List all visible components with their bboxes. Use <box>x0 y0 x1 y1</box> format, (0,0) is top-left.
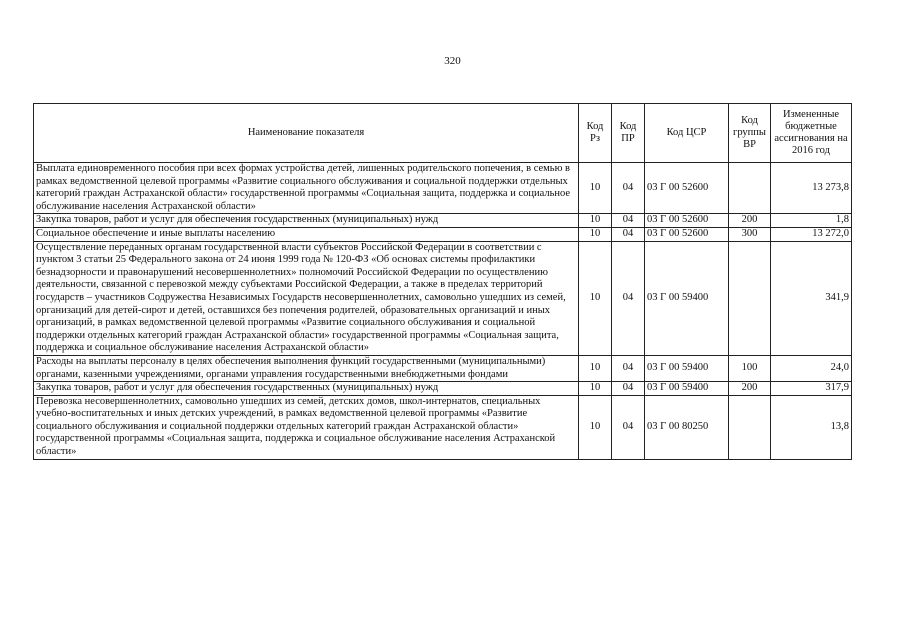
row-vr <box>729 163 771 214</box>
row-csr: 03 Г 00 80250 <box>645 395 729 459</box>
row-rz: 10 <box>579 382 612 396</box>
row-rz: 10 <box>579 163 612 214</box>
row-vr <box>729 395 771 459</box>
table-row <box>34 395 852 459</box>
row-amount: 317,9 <box>771 382 852 396</box>
row-csr: 03 Г 00 59400 <box>645 382 729 396</box>
row-pr: 04 <box>612 214 645 228</box>
row-rz: 10 <box>579 355 612 381</box>
row-name: Выплата единовременного пособия при всех формах устройства детей, лишенных родительского попечения, в семью в рамках ведомственной целевой программы «Развитие социального обслуживания и социальной поддержки отдельных категорий граждан Астраханской области» государственной программы «Социальная защита, поддержка и социальное обслуживание населения Астраханской области» <box>34 163 579 214</box>
table-row <box>34 355 852 381</box>
page-number: 320 <box>444 55 461 67</box>
row-name: Закупка товаров, работ и услуг для обеспечения государственных (муниципальных) нужд <box>34 382 579 396</box>
table-row <box>34 241 852 355</box>
row-rz: 10 <box>579 395 612 459</box>
row-name: Осуществление переданных органам государственной власти субъектов Российской Федерации в соответствии с пунктом 3 статьи 25 Федерального закона от 24 июня 1999 года № 120-ФЗ «Об основах системы профилактики безнадзорности и правонарушений несовершеннолетних» полномочий Российской Федерации по осуществлению деятельности, связанной с перевозкой между субъектами Российской Федерации, а также в пределах территорий государств – участников Содружества Независимых Государств несовершеннолетних, самовольно ушедших из семей, организаций для детей-сирот и детей, оставшихся без попечения родителей, образовательных организаций и иных организаций, в рамках ведомственной целевой программы «Развитие социального обслуживания и социальной поддержки отдельных категорий граждан Астраханской области» государственной программы «Социальная защита, поддержка и социальное обслуживание населения Астраханской области» <box>34 241 579 355</box>
table-header-row <box>34 104 852 163</box>
header-pr: Код ПР <box>612 104 645 163</box>
header-amount: Измененные бюджетные ассигнования на 2016 год <box>771 104 852 163</box>
row-pr: 04 <box>612 241 645 355</box>
row-amount: 13 273,8 <box>771 163 852 214</box>
row-amount: 1,8 <box>771 214 852 228</box>
row-pr: 04 <box>612 355 645 381</box>
header-vr: Код группы ВР <box>729 104 771 163</box>
row-rz: 10 <box>579 241 612 355</box>
row-vr: 300 <box>729 227 771 241</box>
row-csr: 03 Г 00 52600 <box>645 227 729 241</box>
table-row <box>34 214 852 228</box>
row-name: Расходы на выплаты персоналу в целях обеспечения выполнения функций государственными (муниципальными) органами, казенными учреждениями, органами управления государственными внебюджетными фондами <box>34 355 579 381</box>
row-csr: 03 Г 00 52600 <box>645 163 729 214</box>
table-row <box>34 163 852 214</box>
row-rz: 10 <box>579 227 612 241</box>
row-vr <box>729 241 771 355</box>
row-csr: 03 Г 00 59400 <box>645 241 729 355</box>
row-csr: 03 Г 00 52600 <box>645 214 729 228</box>
row-name: Социальное обеспечение и иные выплаты населению <box>34 227 579 241</box>
header-rz: Код Рз <box>579 104 612 163</box>
row-vr: 200 <box>729 214 771 228</box>
row-amount: 24,0 <box>771 355 852 381</box>
header-csr: Код ЦСР <box>645 104 729 163</box>
row-pr: 04 <box>612 382 645 396</box>
row-amount: 341,9 <box>771 241 852 355</box>
row-name: Перевозка несовершеннолетних, самовольно ушедших из семей, детских домов, школ-интернатов, специальных учебно-воспитательных и иных детских учреждений, в рамках ведомственной целевой программы «Развитие социального обслуживания и социальной поддержки отдельных категорий граждан Астраханской области» государственной программы «Социальная защита, поддержка и социальное обслуживание населения Астраханской области» <box>34 395 579 459</box>
row-vr: 100 <box>729 355 771 381</box>
row-amount: 13 272,0 <box>771 227 852 241</box>
row-pr: 04 <box>612 227 645 241</box>
row-name: Закупка товаров, работ и услуг для обеспечения государственных (муниципальных) нужд <box>34 214 579 228</box>
row-csr: 03 Г 00 59400 <box>645 355 729 381</box>
row-rz: 10 <box>579 214 612 228</box>
table-row <box>34 382 852 396</box>
budget-table <box>33 103 852 460</box>
header-name: Наименование показателя <box>34 104 579 163</box>
row-amount: 13,8 <box>771 395 852 459</box>
row-pr: 04 <box>612 395 645 459</box>
row-pr: 04 <box>612 163 645 214</box>
row-vr: 200 <box>729 382 771 396</box>
table-row <box>34 227 852 241</box>
